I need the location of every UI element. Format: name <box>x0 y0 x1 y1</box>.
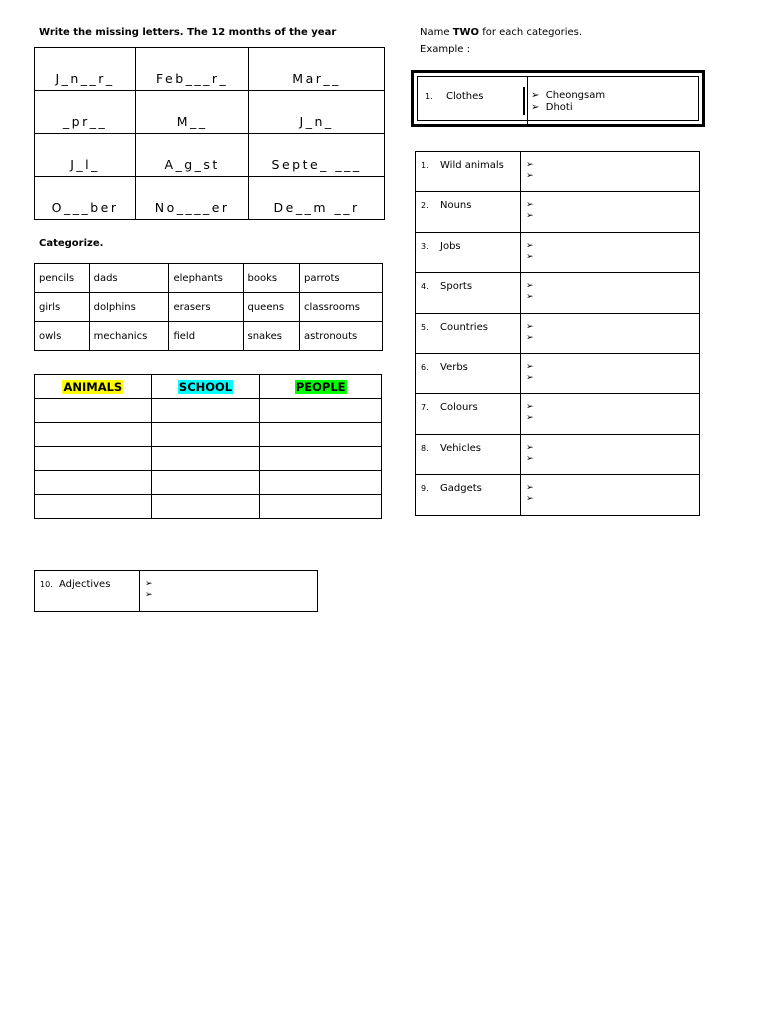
word-cell: dolphins <box>89 293 169 322</box>
month-cell[interactable]: Septe_ ___ <box>249 134 385 177</box>
category-number: 8. <box>421 443 429 453</box>
category-answer-cell[interactable] <box>521 232 700 272</box>
category-row <box>416 353 700 393</box>
words-row <box>35 322 383 351</box>
category-label: Verbs <box>440 361 468 373</box>
sort-header-label: SCHOOL <box>178 379 233 394</box>
bullet-arrow-icon: ➢ <box>526 171 534 181</box>
category-row <box>416 273 700 313</box>
sort-answer-cell[interactable] <box>260 471 382 495</box>
month-cell[interactable]: O___ber <box>35 177 136 220</box>
sort-answer-cell[interactable] <box>151 447 260 471</box>
category-row <box>416 192 700 232</box>
adjectives-answer-cell[interactable] <box>140 571 318 612</box>
sort-answer-cell[interactable] <box>260 399 382 423</box>
category-label-cell <box>416 475 521 515</box>
categories-instruction <box>420 27 582 38</box>
bullet-arrow-icon: ➢ <box>526 413 534 424</box>
sort-answer-cell[interactable] <box>260 447 382 471</box>
word-cell: pencils <box>35 264 90 293</box>
word-cell: classrooms <box>300 293 383 322</box>
categorize-label: Categorize. <box>39 238 104 249</box>
sort-answer-cell[interactable] <box>260 423 382 447</box>
sort-answer-cell[interactable] <box>35 423 152 447</box>
words-row <box>35 264 383 293</box>
sort-header-label: PEOPLE <box>295 379 346 394</box>
month-cell[interactable]: M__ <box>136 91 249 134</box>
word-cell: owls <box>35 322 90 351</box>
category-label: Countries <box>440 321 488 333</box>
category-row <box>416 394 700 434</box>
adjectives-label-cell <box>35 571 140 612</box>
sort-table <box>34 374 382 519</box>
category-label-cell <box>416 152 521 192</box>
category-answer-cell[interactable] <box>521 353 700 393</box>
category-label-cell <box>416 273 521 313</box>
bullet-arrow-icon: ➢ <box>526 321 534 332</box>
months-row <box>35 48 385 91</box>
sort-header-cell <box>260 375 382 399</box>
category-row <box>416 313 700 353</box>
category-label: Nouns <box>440 200 472 212</box>
months-instruction: Write the missing letters. The 12 months of the year <box>39 27 337 38</box>
example-label: Example : <box>420 44 470 55</box>
adjectives-table <box>34 570 318 612</box>
category-number: 2. <box>421 201 429 211</box>
bullet-arrow-icon: ➢ <box>526 240 534 251</box>
example-number: 1. <box>425 92 433 101</box>
months-table <box>34 47 385 220</box>
sort-answer-row <box>35 495 382 519</box>
categories-table <box>415 151 700 516</box>
category-label-cell <box>416 394 521 434</box>
bullet-arrow-icon: ➢ <box>526 160 534 170</box>
months-row <box>35 91 385 134</box>
bullet-arrow-icon: ➢ <box>526 442 534 453</box>
word-cell: books <box>243 264 300 293</box>
instruction-text-post: for each categories. <box>479 27 583 38</box>
category-number: 9. <box>421 484 429 494</box>
word-cell: queens <box>243 293 300 322</box>
word-cell: snakes <box>243 322 300 351</box>
category-label: Jobs <box>440 240 461 252</box>
category-label: Colours <box>440 402 478 414</box>
word-cell: dads <box>89 264 169 293</box>
month-cell[interactable]: Mar__ <box>249 48 385 91</box>
example-category: Clothes <box>446 91 484 102</box>
sort-header-cell <box>151 375 260 399</box>
bullet-arrow-icon: ➢ <box>526 292 534 303</box>
sort-answer-cell[interactable] <box>151 495 260 519</box>
month-cell[interactable]: No____er <box>136 177 249 220</box>
bullet-arrow-icon: ➢ <box>531 102 540 113</box>
bullet-arrow-icon: ➢ <box>526 211 534 222</box>
category-label-cell <box>416 434 521 474</box>
category-number: 1. <box>421 161 429 170</box>
words-row <box>35 293 383 322</box>
category-label-cell <box>416 313 521 353</box>
example-answer-1: ➢ Cheongsam <box>531 90 606 101</box>
sort-answer-cell[interactable] <box>35 447 152 471</box>
example-box <box>411 70 705 127</box>
bullet-arrow-icon: ➢ <box>145 590 153 600</box>
sort-answer-cell[interactable] <box>151 399 260 423</box>
month-cell[interactable]: A_g_st <box>136 134 249 177</box>
bullet-arrow-icon: ➢ <box>145 579 153 589</box>
adjectives-number: 10. <box>40 580 53 589</box>
sort-answer-row <box>35 399 382 423</box>
word-cell: astronouts <box>300 322 383 351</box>
category-row <box>416 475 700 515</box>
example-answer-2: ➢ Dhoti <box>531 102 573 113</box>
category-label: Sports <box>440 281 473 293</box>
category-label: Gadgets <box>440 483 482 495</box>
category-answer-cell[interactable] <box>521 192 700 232</box>
category-label: Vehicles <box>440 442 481 454</box>
word-cell: elephants <box>169 264 243 293</box>
category-row <box>416 232 700 272</box>
words-table <box>34 263 383 351</box>
category-answer-cell[interactable] <box>521 273 700 313</box>
month-cell[interactable]: J_n__r_ <box>35 48 136 91</box>
example-divider-thin <box>527 77 528 126</box>
bullet-arrow-icon: ➢ <box>526 281 534 292</box>
word-cell: girls <box>35 293 90 322</box>
word-cell: mechanics <box>89 322 169 351</box>
category-number: 4. <box>421 282 429 292</box>
sort-answer-row <box>35 423 382 447</box>
bullet-arrow-icon: ➢ <box>526 361 534 372</box>
word-cell: parrots <box>300 264 383 293</box>
category-answer-cell[interactable] <box>521 152 700 192</box>
sort-answer-row <box>35 471 382 495</box>
bullet-arrow-icon: ➢ <box>526 251 534 262</box>
sort-answer-cell[interactable] <box>35 471 152 495</box>
category-row <box>416 152 700 192</box>
sort-header-row <box>35 375 382 399</box>
category-number: 3. <box>421 241 429 251</box>
word-cell: field <box>169 322 243 351</box>
month-cell[interactable]: De__m __r <box>249 177 385 220</box>
bullet-arrow-icon: ➢ <box>526 494 534 505</box>
sort-answer-row <box>35 447 382 471</box>
sort-answer-cell[interactable] <box>151 423 260 447</box>
category-number: 5. <box>421 322 429 332</box>
category-answer-cell[interactable] <box>521 434 700 474</box>
category-answer-cell[interactable] <box>521 394 700 434</box>
month-cell[interactable]: Feb___r_ <box>136 48 249 91</box>
bullet-arrow-icon: ➢ <box>526 483 534 494</box>
months-row <box>35 134 385 177</box>
category-number: 7. <box>421 403 429 413</box>
sort-answer-cell[interactable] <box>260 495 382 519</box>
adjectives-label: Adjectives <box>59 579 111 590</box>
bullet-arrow-icon: ➢ <box>526 332 534 343</box>
bullet-arrow-icon: ➢ <box>526 372 534 383</box>
month-cell[interactable]: J_l_ <box>35 134 136 177</box>
instruction-text-pre: Name <box>420 27 453 38</box>
sort-answer-cell[interactable] <box>151 471 260 495</box>
adjectives-row <box>35 571 318 612</box>
category-label-cell <box>416 232 521 272</box>
sort-answer-cell[interactable] <box>35 495 152 519</box>
month-cell[interactable]: _pr__ <box>35 91 136 134</box>
category-label-cell <box>416 192 521 232</box>
category-answer-cell[interactable] <box>521 475 700 515</box>
months-row <box>35 177 385 220</box>
instruction-text-bold: TWO <box>452 27 480 38</box>
example-inner-frame <box>417 76 699 121</box>
example-answers <box>531 90 605 114</box>
category-number: 6. <box>421 362 429 372</box>
sort-answer-cell[interactable] <box>35 399 152 423</box>
bullet-arrow-icon: ➢ <box>526 200 534 211</box>
bullet-arrow-icon: ➢ <box>526 453 534 464</box>
category-label: Wild animals <box>440 160 504 171</box>
category-label-cell <box>416 353 521 393</box>
example-divider <box>523 87 525 115</box>
bullet-arrow-icon: ➢ <box>531 90 540 101</box>
category-row <box>416 434 700 474</box>
month-cell[interactable]: J_n_ <box>249 91 385 134</box>
sort-header-cell <box>35 375 152 399</box>
sort-header-label: ANIMALS <box>63 379 123 394</box>
word-cell: erasers <box>169 293 243 322</box>
category-answer-cell[interactable] <box>521 313 700 353</box>
bullet-arrow-icon: ➢ <box>526 402 534 413</box>
